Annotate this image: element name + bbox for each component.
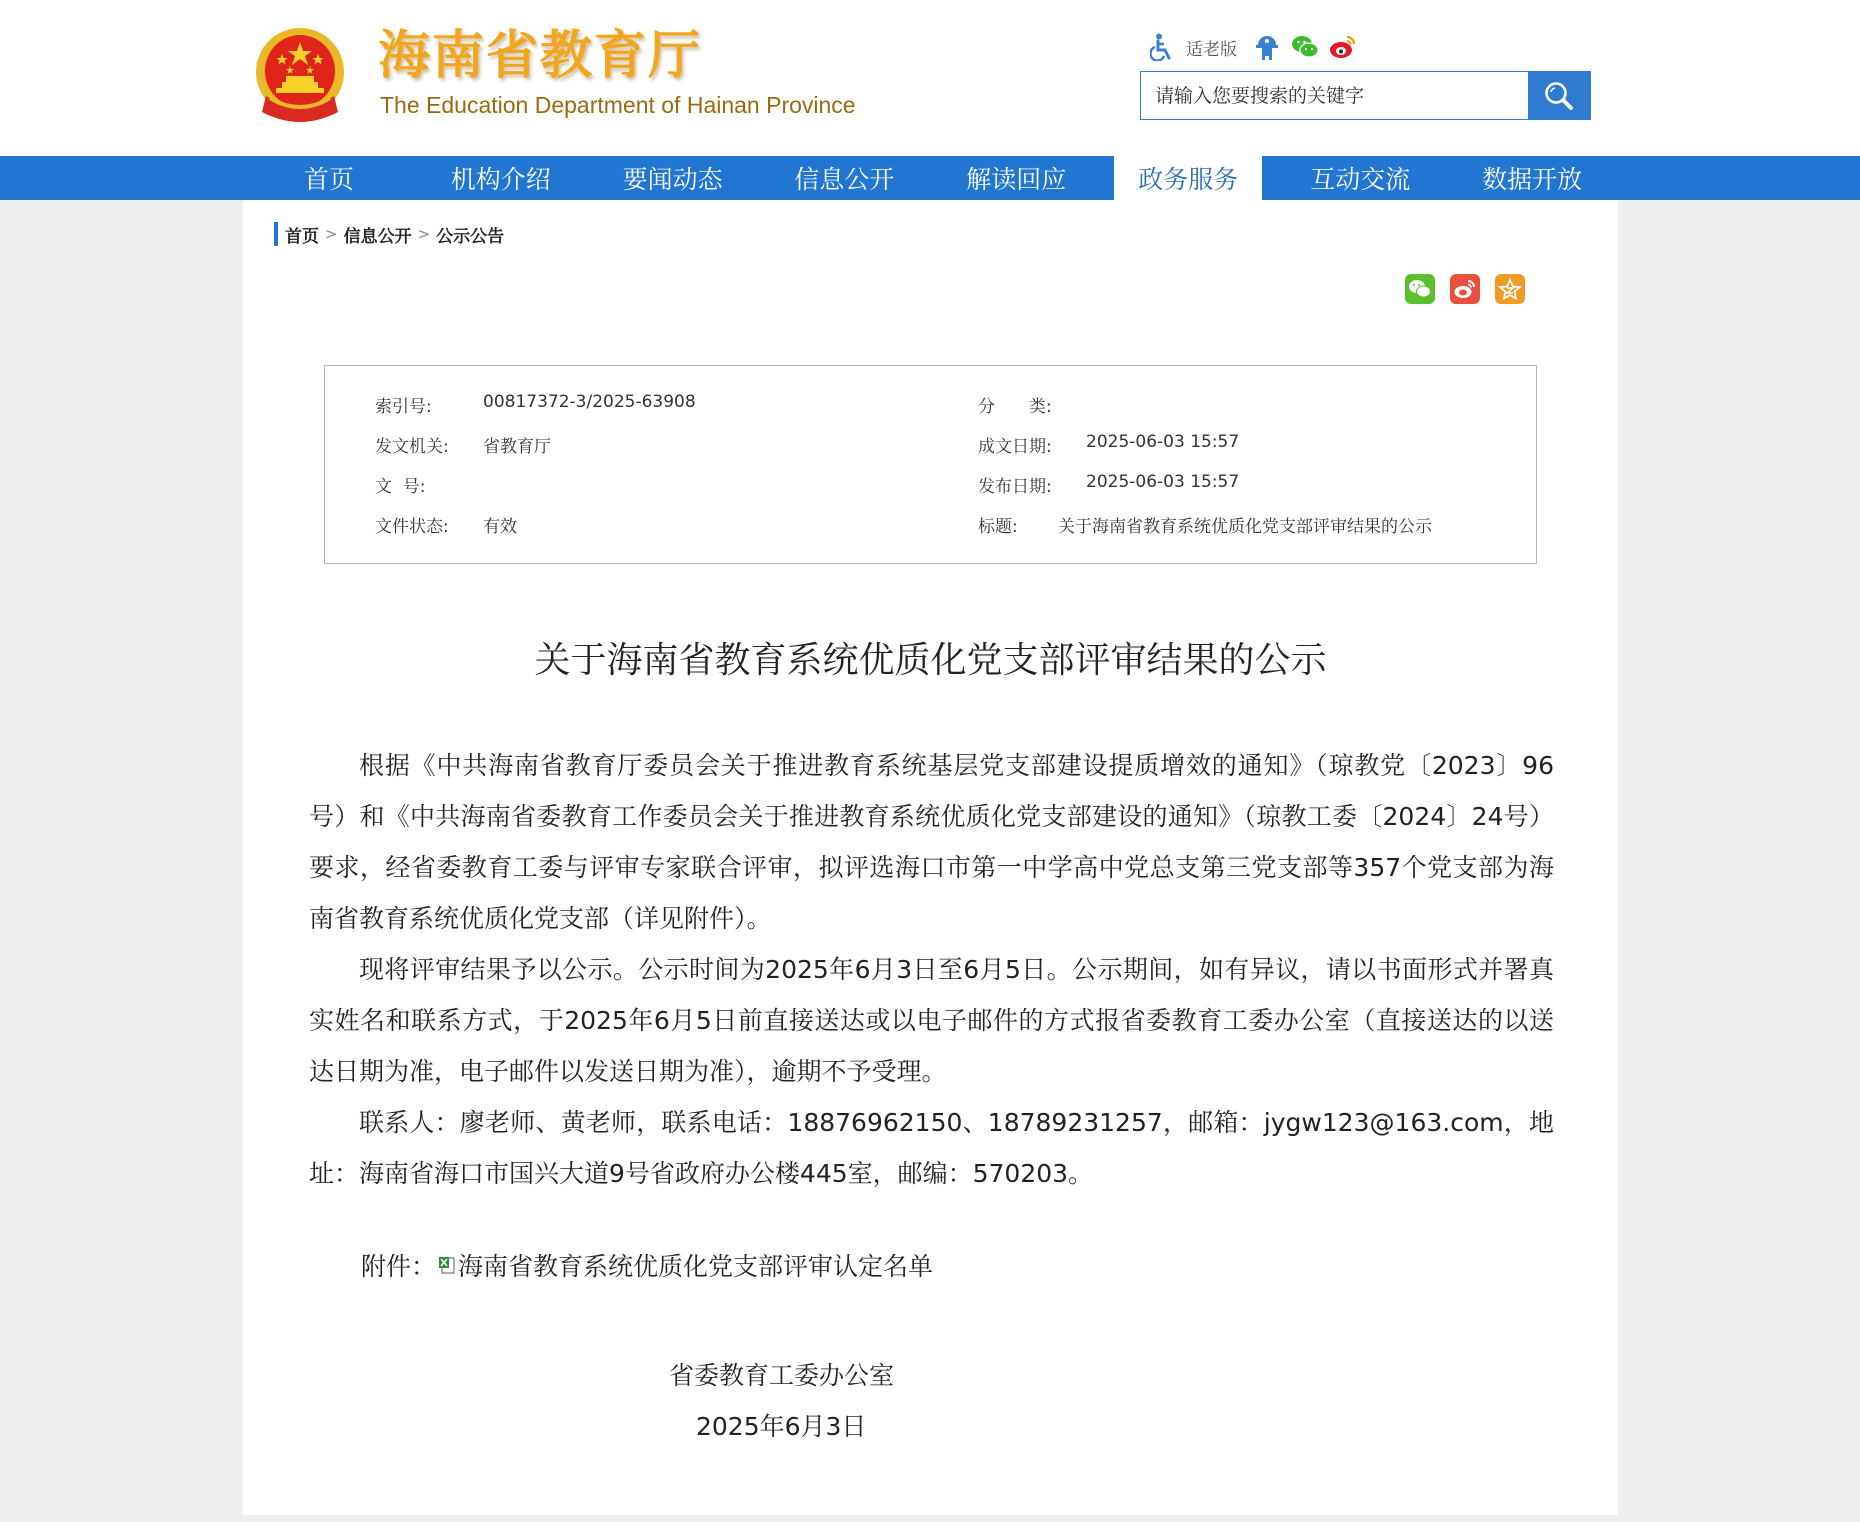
top-tools: [1148, 30, 1357, 64]
meta-title: 标题: 关于海南省教育系统优质化党支部评审结果的公示: [978, 517, 1432, 537]
robot-assistant-icon[interactable]: [1253, 33, 1281, 61]
nav-item-open-data[interactable]: 数据开放: [1482, 165, 1583, 194]
weibo-share-icon[interactable]: [1450, 274, 1480, 304]
signoff-org: 省委教育工委办公室: [669, 1361, 895, 1390]
breadcrumb: [274, 222, 504, 246]
meta-status: 文件状态: 有效: [375, 517, 517, 537]
search-button[interactable]: [1528, 72, 1590, 119]
meta-publish-date: 发布日期: 2025-06-03 15:57: [978, 472, 1240, 497]
nav-item-info-disclosure[interactable]: 信息公开: [794, 165, 895, 194]
meta-issuer: 发文机关: 省教育厅: [375, 437, 551, 457]
attachment: [361, 1247, 933, 1283]
nav-item-news[interactable]: 要闻动态: [622, 165, 723, 194]
share-bar: [1405, 274, 1525, 304]
document-metadata: [324, 365, 1537, 564]
qzone-share-icon[interactable]: [1495, 274, 1525, 304]
breadcrumb-home[interactable]: 首页: [285, 226, 319, 247]
search-box: [1140, 71, 1591, 120]
meta-created-date: 成文日期: 2025-06-03 15:57: [978, 432, 1240, 457]
breadcrumb-marker: [274, 222, 278, 246]
nav-item-interpretation[interactable]: 解读回应: [966, 165, 1067, 194]
breadcrumb-separator: >: [325, 225, 338, 243]
article-paragraph: 现将评审结果予以公示。公示时间为2025年6月3日至6月5日。公示期间，如有异议，请以书面形式并署真实姓名和联系方式，于2025年6月5日前直接送达或以电子邮件的方式报省委教育工委办公室（直接送达的以送达日期为准，电子邮件以发送日期为准），逾期不予受理。: [309, 955, 1554, 1086]
nav-item-gov-services[interactable]: 政务服务: [1114, 156, 1262, 200]
breadcrumb-info-disclosure[interactable]: 信息公开: [343, 226, 412, 247]
nav-item-about[interactable]: 机构介绍: [450, 165, 551, 194]
main-nav: [0, 156, 1860, 200]
nav-item-interaction[interactable]: 互动交流: [1310, 165, 1411, 194]
attachment-label: 附件：: [361, 1252, 437, 1281]
wechat-icon[interactable]: [1291, 33, 1319, 61]
site-title: 海南省教育厅: [378, 26, 703, 86]
article-title: 关于海南省教育系统优质化党支部评审结果的公示: [534, 640, 1327, 681]
main-content: [243, 200, 1618, 1515]
weibo-icon[interactable]: [1329, 33, 1357, 61]
breadcrumb-separator: >: [417, 225, 431, 243]
site-header: [0, 0, 1860, 156]
wechat-share-icon[interactable]: [1405, 274, 1435, 304]
nav-item-home[interactable]: 首页: [303, 165, 354, 194]
national-emblem-icon: [252, 24, 348, 128]
elder-mode-link[interactable]: 适老版: [1186, 39, 1237, 60]
search-input[interactable]: [1141, 72, 1528, 119]
attachment-link[interactable]: 海南省教育系统优质化党支部评审认定名单: [458, 1252, 934, 1281]
meta-index-no: 索引号: 00817372-3/2025-63908: [375, 392, 696, 417]
signoff-date: 2025年6月3日: [696, 1412, 867, 1441]
article-paragraph: 联系人：廖老师、黄老师，联系电话：18876962150、18789231257，邮箱：jygw123@163.com，地址：海南省海口市国兴大道9号省政府办公楼445室，邮编：570203。: [309, 1108, 1554, 1188]
meta-doc-no: 文 号:: [375, 477, 426, 497]
search-icon: [1543, 80, 1575, 112]
site-subtitle: The Education Department of Hainan Province: [380, 92, 856, 118]
accessibility-icon[interactable]: [1148, 33, 1176, 61]
meta-category: 分 类:: [978, 397, 1052, 417]
article-body: [309, 740, 1554, 1199]
article-paragraph: 根据《中共海南省教育厅委员会关于推进教育系统基层党支部建设提质增效的通知》（琼教党〔2023〕96号）和《中共海南省委教育工作委员会关于推进教育系统优质化党支部建设的通知》（琼教工委〔2024〕24号）要求，经省委教育工委与评审专家联合评审，拟评选海口市第一中学高中党总支第三党支部等357个党支部为海南省教育系统优质化党支部（详见附件）。: [309, 751, 1554, 933]
breadcrumb-announcements[interactable]: 公示公告: [436, 226, 505, 247]
excel-file-icon: [438, 1255, 456, 1275]
